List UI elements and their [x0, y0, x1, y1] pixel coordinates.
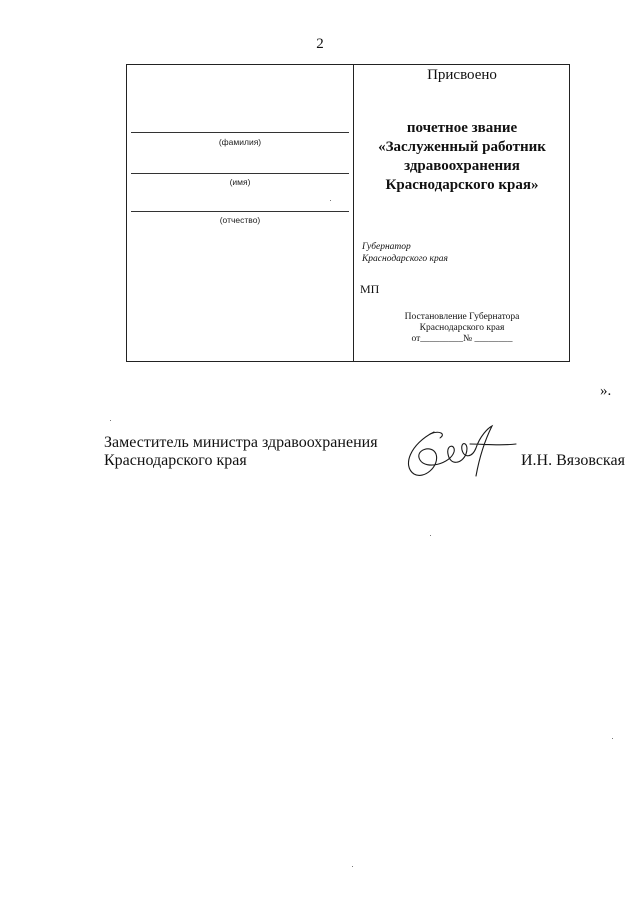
signer-role-line: Заместитель министра здравоохранения: [104, 434, 378, 451]
first-name-line: [131, 173, 349, 174]
stamp-place-label: МП: [360, 282, 380, 296]
decree-line: Краснодарского края: [419, 323, 505, 333]
governor-line: Губернатор: [362, 242, 411, 252]
title-line: почетное звание: [406, 120, 518, 136]
surname-caption: (фамилия): [218, 137, 262, 147]
scan-speck: [430, 535, 431, 536]
title-line: «Заслуженный работник: [378, 139, 546, 155]
honorary-title-certificate-form: [126, 64, 570, 362]
scan-speck: [330, 200, 331, 201]
title-line: здравоохранения: [404, 158, 520, 174]
handwritten-signature: [400, 414, 520, 488]
closing-quote: ».: [600, 383, 612, 399]
surname-line: [131, 132, 349, 133]
first-name-caption: (имя): [229, 177, 251, 187]
award-column: [354, 65, 570, 361]
recipient-name-column: [127, 65, 353, 361]
governor-line: Краснодарского края: [362, 254, 448, 264]
signer-name: И.Н. Вязовская: [521, 452, 625, 469]
governor-signature-label: [362, 241, 448, 265]
scan-speck: [612, 738, 613, 739]
decree-line: Постановление Губернатора: [404, 312, 520, 322]
patronymic-line: [131, 211, 349, 212]
assigned-heading: Присвоено: [427, 67, 497, 83]
signer-role-line: Краснодарского края: [104, 452, 247, 469]
scan-speck: [352, 866, 353, 867]
scan-speck: [110, 420, 111, 421]
decree-reference: [354, 312, 570, 345]
decree-line: от_________№ ________: [411, 334, 513, 344]
page-number: 2: [316, 36, 324, 52]
honorary-title: [354, 119, 570, 195]
patronymic-caption: (отчество): [219, 215, 261, 225]
title-line: Краснодарского края»: [385, 177, 539, 193]
signer-role: [104, 434, 378, 470]
